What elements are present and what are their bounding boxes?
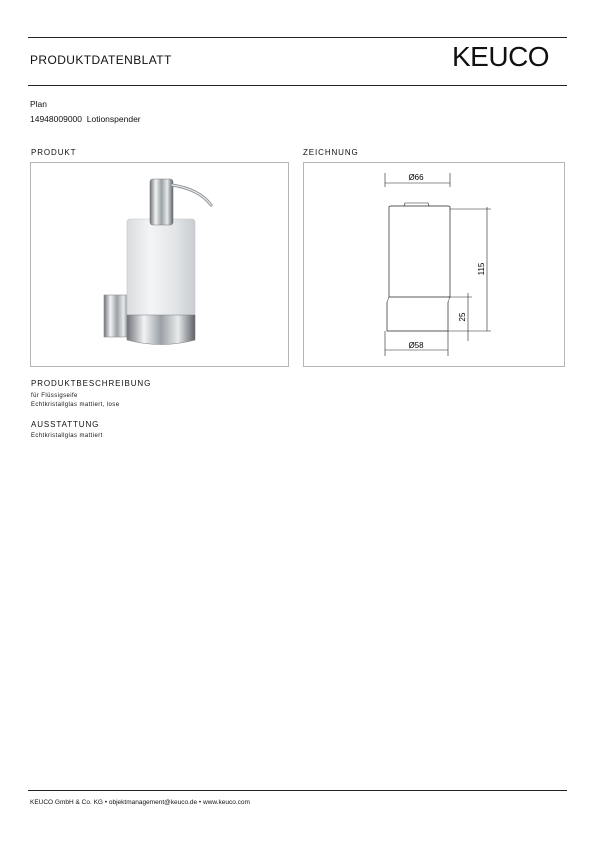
product-id-line [30,114,141,124]
section-label-produkt: PRODUKT [31,148,77,157]
technical-drawing-box [303,162,565,367]
footer-rule [28,790,567,791]
ausstattung-list [31,432,103,441]
description-line: Echtkristallglas mattiert, lose [31,402,120,408]
section-label-beschreibung: PRODUKTBESCHREIBUNG [31,379,152,388]
footer-contact: KEUCO GmbH & Co. KG • objektmanagement@keuco.de • www.keuco.com [30,799,250,806]
pump-head [150,179,173,225]
header-top-rule [28,37,567,38]
ausstattung-line: Echtkristallglas mattiert [31,433,103,439]
dim-base-height: 25 [458,312,467,322]
document-title: PRODUKTDATENBLATT [30,53,172,67]
product-photo-box [30,162,289,367]
description-list [31,392,119,410]
glass-body [127,219,195,321]
product-name: Lotionspender [86,114,141,124]
pump-spout [172,185,211,205]
dim-bottom-diameter: Ø58 [408,341,424,350]
keuco-logo: KEUCO [452,41,550,72]
product-series: Plan [30,99,48,109]
wall-holder [104,295,130,337]
description-line: für Flüssigseife [31,393,78,399]
chrome-base [127,315,195,345]
header-bottom-rule [28,85,567,86]
section-label-ausstattung: AUSSTATTUNG [31,420,100,429]
product-photo [31,163,288,366]
dim-height: 115 [477,262,486,276]
section-label-zeichnung: ZEICHNUNG [303,148,359,157]
dim-top-diameter: Ø66 [408,173,424,182]
technical-drawing [304,163,564,366]
product-number: 14948009000 [30,114,83,124]
